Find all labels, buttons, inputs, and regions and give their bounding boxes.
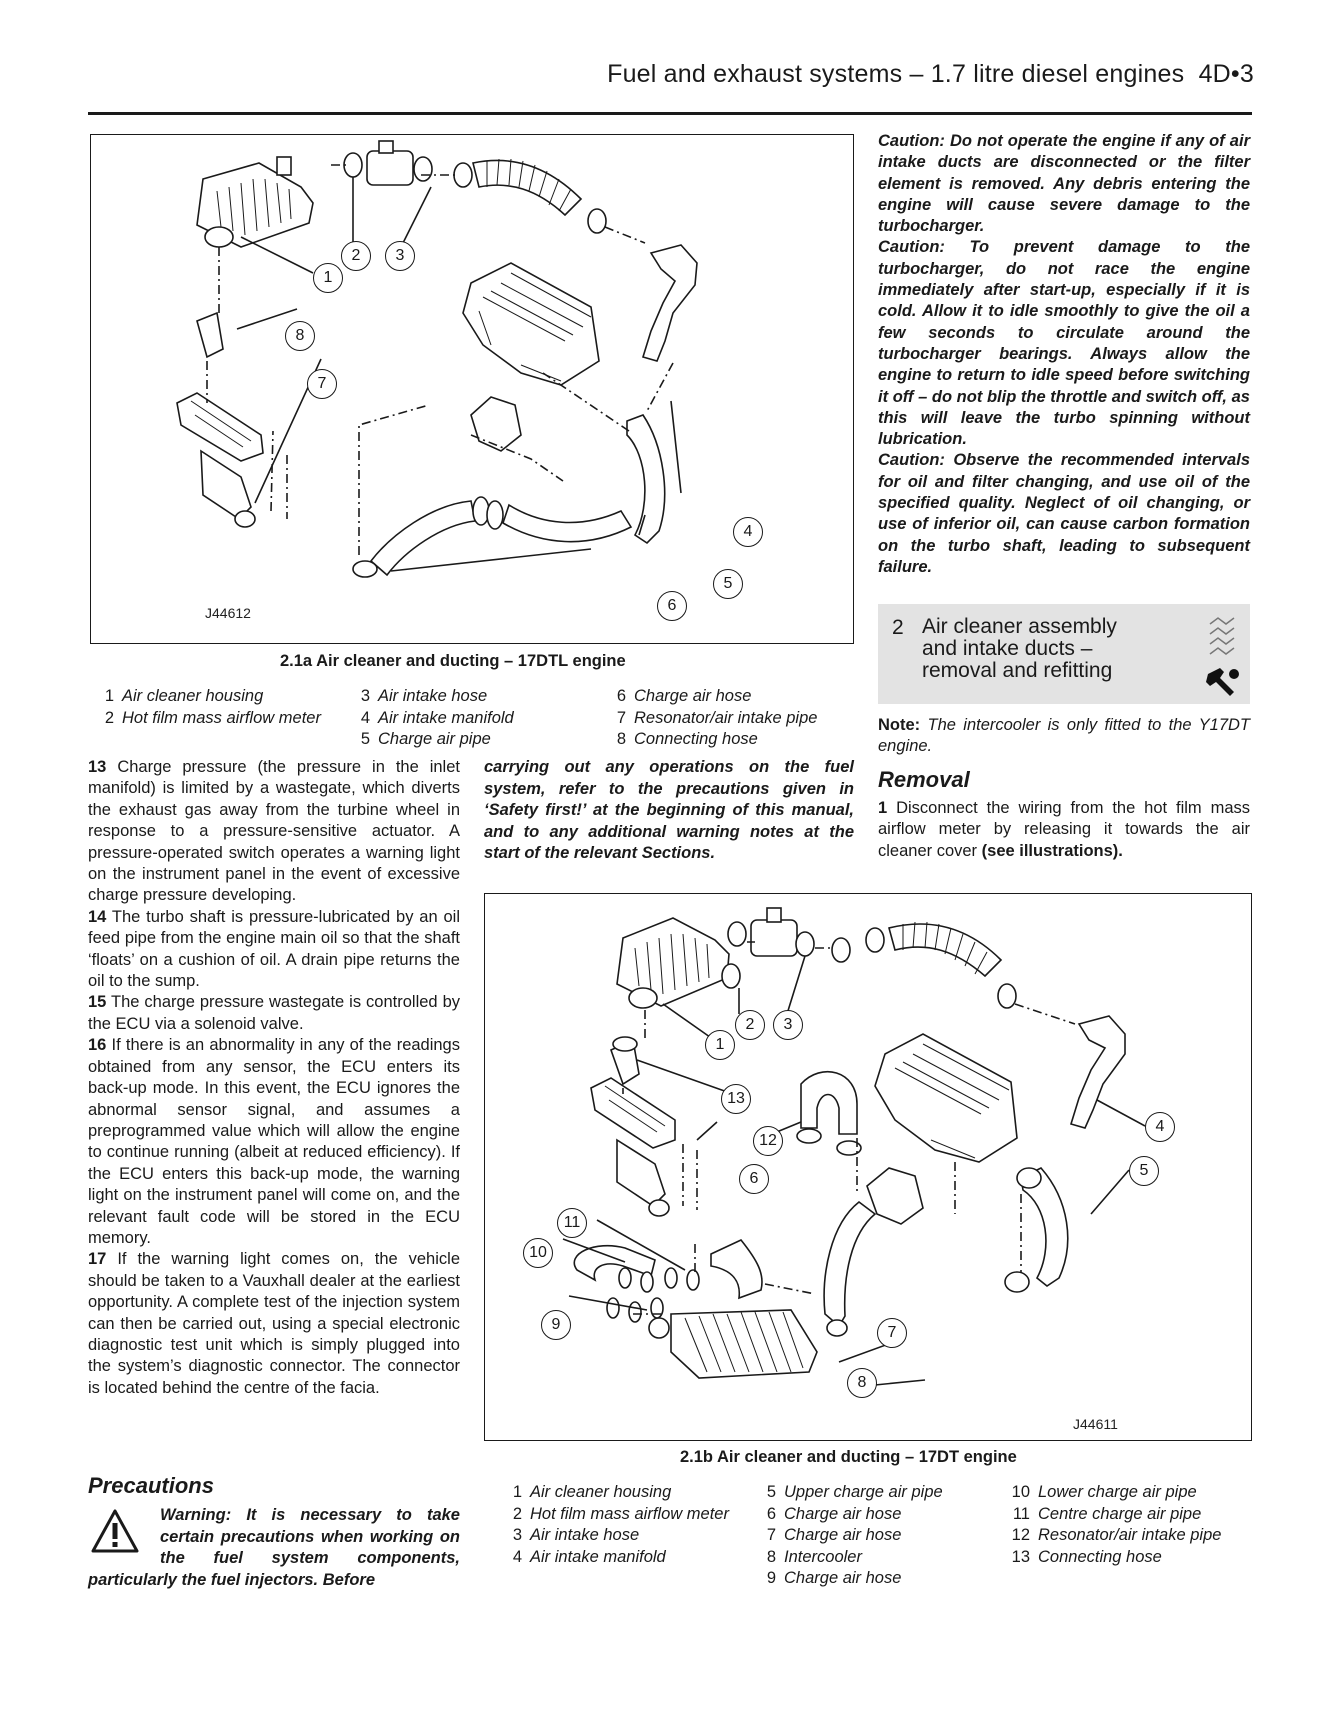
charge-air-hose-b7 <box>824 1202 875 1326</box>
difficulty-spanner-icon <box>1204 612 1244 698</box>
legend-item: 4 Air intake manifold <box>512 1547 666 1566</box>
engine-block-b <box>867 1034 1017 1224</box>
callout-a-6: 6 <box>657 591 687 621</box>
legend-item: 2 Hot film mass airflow meter <box>512 1504 729 1523</box>
legend-item: 1 Air cleaner housing <box>512 1483 672 1501</box>
intercooler-b <box>649 1310 817 1378</box>
legend-item: 2 Hot film mass airflow meter <box>104 708 321 727</box>
centre-charge-air-pipe-b <box>711 1240 762 1298</box>
removal-heading: Removal <box>878 767 970 792</box>
caution-3: Caution: Observe the recommended intervals for oil and filter changing, and use oil of the specified quality. Neglect of oil changing, or use of inferior oil, can cause carbon formation on the turbo shaft, leading to subsequent failure. <box>878 451 1250 576</box>
charge-air-hose-b6 <box>801 1072 857 1134</box>
airflow-meter-b <box>751 920 797 956</box>
paragraph-17: 17 If the warning light comes on, the vehicle should be taken to a Vauxhall dealer at the earliest opportunity. A complete test of the injection system can then be carried out, using a special electronic diagnostic test unit which is simply plugged into the system’s diagnostic connector. The connector is located behind the centre of the facia. <box>88 1250 460 1397</box>
precautions-warning-continued: carrying out any operations on the fuel system, refer to the precautions given in ‘Safety first!’ at the beginning of this manual, and to any additional warning notes at the start of the relevant Sections. <box>484 758 854 862</box>
paragraph-16: 16 If there is an abnormality in any of the readings obtained from any sensor, the ECU enters its back-up mode. In this event, the ECU ignores the abnormal sensor signal, and assumes a preprogrammed value which will allow the engine to continue running (albeit at reduced efficiency). If the ECU enters this back-up mode, the warning light on the instrument panel will come on, and the relevant fault code will be stored in the ECU memory. <box>88 1036 460 1247</box>
legend-item: 11 Centre charge air pipe <box>1012 1504 1202 1523</box>
header-title: Fuel and exhaust systems – 1.7 litre diesel engines <box>607 60 1185 88</box>
legend-item: 12 Resonator/air intake pipe <box>1011 1526 1222 1544</box>
section-subtitle: removal and refitting <box>922 659 1113 682</box>
figure-b-code: J44611 <box>1073 1416 1118 1432</box>
callout-a-1: 1 <box>313 263 343 293</box>
legend-item: 6 Charge air hose <box>616 687 752 705</box>
engine-block-a <box>463 263 599 451</box>
airflow-meter-a <box>367 151 413 185</box>
page-header <box>607 60 1254 89</box>
resonator-b <box>591 1078 675 1148</box>
section-title-line1: Air cleaner assembly <box>922 615 1117 638</box>
intake-hose-a <box>473 160 581 215</box>
section-title-line2: and intake ducts – <box>922 637 1093 660</box>
callout-a-4: 4 <box>733 517 763 547</box>
callout-b-1: 1 <box>705 1030 735 1060</box>
page-reference: 4D•3 <box>1198 60 1254 88</box>
paragraph-14: 14 The turbo shaft is pressure-lubricated by an oil feed pipe from the engine main oil so that the shaft ‘floats’ on a cushion of oil. A drain pipe returns the oil to the sump. <box>88 907 460 991</box>
legend-item: 3 Air intake hose <box>512 1526 640 1544</box>
intake-manifold-a <box>643 245 697 361</box>
legend-item: 9 Charge air hose <box>766 1569 902 1587</box>
callout-b-5: 5 <box>1129 1156 1159 1186</box>
figure-2-1b-caption: 2.1b Air cleaner and ducting – 17DT engine <box>680 1448 1017 1466</box>
callout-b-2: 2 <box>735 1010 765 1040</box>
figure-2-1a-drawing <box>91 135 853 643</box>
intake-hose-b <box>889 924 1001 976</box>
callout-a-3: 3 <box>385 241 415 271</box>
legend-item: 8 Connecting hose <box>616 730 758 748</box>
body-column-left <box>88 757 460 1399</box>
note: Note: The intercooler is only fitted to the Y17DT engine. <box>878 716 1250 756</box>
figure-2-1a <box>90 134 854 644</box>
callout-b-10: 10 <box>523 1238 553 1268</box>
paragraph-13: 13 Charge pressure (the pressure in the inlet manifold) is limited by a wastegate, which diverts the exhaust gas away from the turbine wheel in response to a pressure-sensitive actuator. A pressure-operated switch operates a warning light on the instrument panel in the event of excessive charge pressure developing. <box>88 758 460 905</box>
connecting-hose-a <box>197 313 223 357</box>
legend-item: 4 Air intake manifold <box>360 708 514 727</box>
legend-item: 6 Charge air hose <box>766 1504 902 1523</box>
legend-item: 5 Upper charge air pipe <box>766 1483 943 1501</box>
air-cleaner-housing-a <box>197 157 313 247</box>
callout-a-8: 8 <box>285 321 315 351</box>
removal-step-1: 1 Disconnect the wiring from the hot film mass airflow meter by releasing it towards the air cleaner cover (see illustrations). <box>878 799 1250 860</box>
legend-item: 1 Air cleaner housing <box>104 687 264 705</box>
callout-b-8: 8 <box>847 1368 877 1398</box>
header-rule <box>88 112 1252 115</box>
legend-item: 3 Air intake hose <box>360 687 488 705</box>
callout-b-12: 12 <box>753 1126 783 1156</box>
legend-item: 7 Charge air hose <box>766 1526 902 1544</box>
callout-b-9: 9 <box>541 1310 571 1340</box>
legend-item: 5 Charge air pipe <box>360 730 491 748</box>
callout-a-7: 7 <box>307 369 337 399</box>
cautions-block <box>878 131 1250 578</box>
legend-item: 8 Intercooler <box>766 1547 862 1566</box>
caution-2: Caution: To prevent damage to the turbocharger, do not race the engine immediately after start-up, especially if it is cold. Allow it to idle smoothly to give the oil a few seconds to circulate around the turbocharger bearings. Always allow the engine to return to idle speed before switching it off – do not blip the throttle and switch off, as this will leave the turbo spinning without lubrication. <box>878 238 1250 449</box>
figure-a-code: J44612 <box>205 605 251 621</box>
callout-b-6: 6 <box>739 1164 769 1194</box>
section-number: 2 <box>892 616 904 639</box>
precautions-warning: Warning: It is necessary to take certain precautions when working on the fuel system components, particularly the fuel injectors. Before <box>88 1506 460 1589</box>
callout-b-11: 11 <box>557 1208 587 1238</box>
legend-item: 7 Resonator/air intake pipe <box>616 708 818 727</box>
resonator-a <box>177 393 263 461</box>
callout-b-13: 13 <box>721 1084 751 1114</box>
legend-item: 10 Lower charge air pipe <box>1011 1483 1197 1501</box>
figure-2-1b <box>484 893 1252 1441</box>
charge-air-pipe-a <box>627 415 665 543</box>
callout-a-5: 5 <box>713 569 743 599</box>
callout-a-2: 2 <box>341 241 371 271</box>
air-cleaner-housing-b <box>617 918 729 1008</box>
precautions-heading: Precautions <box>88 1473 214 1498</box>
figure-2-1a-caption: 2.1a Air cleaner and ducting – 17DTL engine <box>280 652 626 670</box>
callout-b-7: 7 <box>877 1318 907 1348</box>
callout-b-4: 4 <box>1145 1112 1175 1142</box>
paragraph-15: 15 The charge pressure wastegate is controlled by the ECU via a solenoid valve. <box>88 993 460 1033</box>
section-heading-box <box>878 604 1250 704</box>
callout-b-3: 3 <box>773 1010 803 1040</box>
legend-item: 13 Connecting hose <box>1011 1547 1162 1566</box>
caution-1: Caution: Do not operate the engine if any of air intake ducts are disconnected or the filter element is removed. Any debris entering the engine will cause severe damage to the turbocharger. <box>878 132 1250 236</box>
